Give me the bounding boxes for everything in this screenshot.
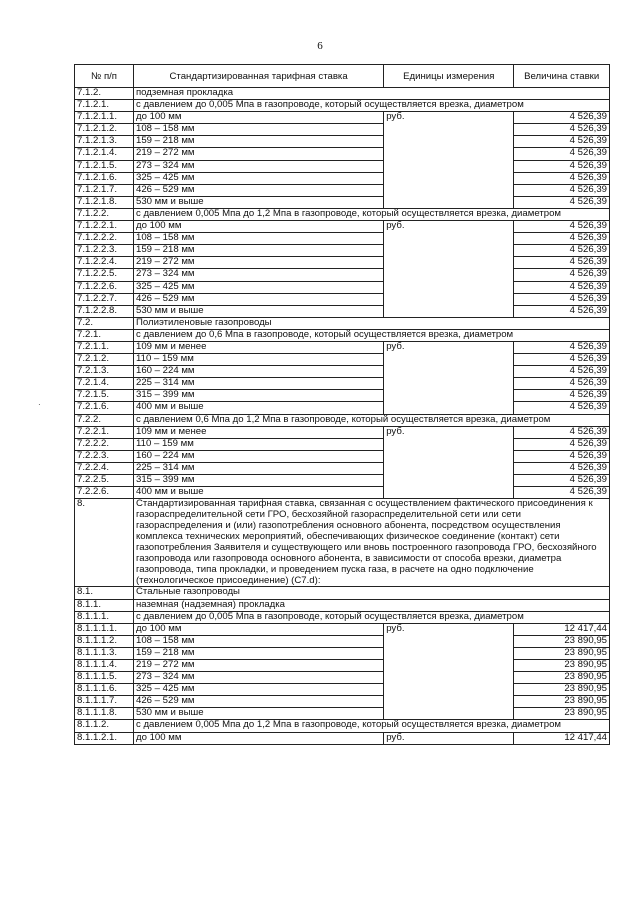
row-description: 426 – 529 мм xyxy=(133,293,383,305)
row-value: 4 526,39 xyxy=(514,281,610,293)
table-row xyxy=(75,475,610,487)
table-row xyxy=(75,136,610,148)
table-row xyxy=(75,635,610,647)
row-value: 4 526,39 xyxy=(514,341,610,353)
row-number: 7.1.2.1.5. xyxy=(75,160,134,172)
row-description: 225 – 314 мм xyxy=(133,378,383,390)
row-description: 273 – 324 мм xyxy=(133,269,383,281)
row-number: 7.1.2.1.7. xyxy=(75,184,134,196)
row-number: 8.1.1.1.3. xyxy=(75,647,134,659)
row-value: 23 890,95 xyxy=(514,696,610,708)
row-description: 109 мм и менее xyxy=(133,341,383,353)
row-description: 273 – 324 мм xyxy=(133,160,383,172)
row-description: 325 – 425 мм xyxy=(133,172,383,184)
row-value: 23 890,95 xyxy=(514,660,610,672)
row-description: 160 – 224 мм xyxy=(133,366,383,378)
tariff-table xyxy=(74,64,610,745)
row-description: 315 – 399 мм xyxy=(133,390,383,402)
row-description: 530 мм и выше xyxy=(133,708,383,720)
row-description: Полиэтиленовые газопроводы xyxy=(133,317,609,329)
row-description: 160 – 224 мм xyxy=(133,450,383,462)
table-row xyxy=(75,414,610,426)
row-value: 4 526,39 xyxy=(514,462,610,474)
row-unit: руб. xyxy=(384,426,514,499)
row-number: 8.1. xyxy=(75,587,134,599)
row-description: 315 – 399 мм xyxy=(133,475,383,487)
row-number: 7.1.2.2.8. xyxy=(75,305,134,317)
table-row xyxy=(75,611,610,623)
row-unit: руб. xyxy=(384,341,514,414)
row-description: 110 – 159 мм xyxy=(133,438,383,450)
row-value: 23 890,95 xyxy=(514,684,610,696)
table-row xyxy=(75,124,610,136)
row-value: 4 526,39 xyxy=(514,160,610,172)
table-row xyxy=(75,390,610,402)
table-row xyxy=(75,281,610,293)
row-value: 4 526,39 xyxy=(514,124,610,136)
row-description: 219 – 272 мм xyxy=(133,148,383,160)
table-row xyxy=(75,329,610,341)
table-row xyxy=(75,148,610,160)
row-number: 7.1.2.2.2. xyxy=(75,233,134,245)
row-number: 7.2.2.3. xyxy=(75,450,134,462)
table-row xyxy=(75,184,610,196)
row-number: 8. xyxy=(75,499,134,587)
row-number: 7.2.1.1. xyxy=(75,341,134,353)
row-number: 7.2.1. xyxy=(75,329,134,341)
row-description: до 100 мм xyxy=(133,732,383,744)
row-description: 159 – 218 мм xyxy=(133,647,383,659)
row-description: 110 – 159 мм xyxy=(133,354,383,366)
table-row xyxy=(75,487,610,499)
row-description: с давлением 0,6 Мпа до 1,2 Мпа в газопроводе, который осуществляется врезка, диаметром xyxy=(133,414,609,426)
row-description: 426 – 529 мм xyxy=(133,696,383,708)
table-row xyxy=(75,233,610,245)
row-value: 4 526,39 xyxy=(514,366,610,378)
row-description: до 100 мм xyxy=(133,221,383,233)
row-number: 7.1.2. xyxy=(75,88,134,100)
row-description: 159 – 218 мм xyxy=(133,245,383,257)
header-value: Величина ставки xyxy=(514,65,610,88)
table-row xyxy=(75,684,610,696)
table-row xyxy=(75,341,610,353)
row-number: 8.1.1.1.4. xyxy=(75,660,134,672)
row-description: 108 – 158 мм xyxy=(133,233,383,245)
table-row xyxy=(75,305,610,317)
row-description: 109 мм и менее xyxy=(133,426,383,438)
row-description: 325 – 425 мм xyxy=(133,684,383,696)
row-description: 219 – 272 мм xyxy=(133,257,383,269)
row-value: 4 526,39 xyxy=(514,305,610,317)
row-number: 8.1.1.2.1. xyxy=(75,732,134,744)
table-row xyxy=(75,112,610,124)
row-value: 23 890,95 xyxy=(514,647,610,659)
table-row xyxy=(75,623,610,635)
row-value: 4 526,39 xyxy=(514,136,610,148)
table-row xyxy=(75,708,610,720)
row-number: 8.1.1.1.7. xyxy=(75,696,134,708)
table-row xyxy=(75,647,610,659)
row-description: 400 мм и выше xyxy=(133,487,383,499)
row-number: 7.1.2.1.6. xyxy=(75,172,134,184)
row-description: Стандартизированная тарифная ставка, связанная с осуществлением фактического присоединения к газораспределительной сети ГРО, бесхозяйной газораспределительной сети или сети газораспределения и (или) газопотребления основного абонента, посредством осуществления комплекса технических мероприятий, обеспечивающих физическое соединение (контакт) сети газопотребления Заявителя и существующего или вновь построенного газопровода ГРО, бесхозяйного газопровода или газопровода основного абонента, в зависимости от способа врезки, диаметра газопровода, типа прокладки, и проведением пуска газа, в расчете на одно подключение (технологическое присоединение) (С7.d): xyxy=(133,499,609,587)
row-number: 8.1.1.1.1. xyxy=(75,623,134,635)
header-number: № п/п xyxy=(75,65,134,88)
row-number: 8.1.1.1.5. xyxy=(75,672,134,684)
row-description: 426 – 529 мм xyxy=(133,184,383,196)
table-row xyxy=(75,499,610,587)
row-value: 4 526,39 xyxy=(514,257,610,269)
row-description: наземная (надземная) прокладка xyxy=(133,599,609,611)
row-value: 4 526,39 xyxy=(514,148,610,160)
table-row xyxy=(75,587,610,599)
row-number: 7.2.1.4. xyxy=(75,378,134,390)
row-value: 4 526,39 xyxy=(514,402,610,414)
row-number: 7.2.2.2. xyxy=(75,438,134,450)
table-row xyxy=(75,172,610,184)
row-value: 4 526,39 xyxy=(514,112,610,124)
row-value: 4 526,39 xyxy=(514,354,610,366)
table-row xyxy=(75,462,610,474)
row-number: 7.1.2.2.7. xyxy=(75,293,134,305)
row-unit: руб. xyxy=(384,221,514,318)
row-number: 8.1.1. xyxy=(75,599,134,611)
table-row xyxy=(75,720,610,732)
row-description: с давлением до 0,6 Мпа в газопроводе, который осуществляется врезка, диаметром xyxy=(133,329,609,341)
table-row xyxy=(75,732,610,744)
table-row xyxy=(75,402,610,414)
row-number: 7.2.1.5. xyxy=(75,390,134,402)
header-rate: Стандартизированная тарифная ставка xyxy=(133,65,383,88)
row-description: 273 – 324 мм xyxy=(133,672,383,684)
row-description: с давлением 0,005 Мпа до 1,2 Мпа в газопроводе, который осуществляется врезка, диаметром xyxy=(133,208,609,220)
row-number: 7.2.1.2. xyxy=(75,354,134,366)
row-value: 4 526,39 xyxy=(514,233,610,245)
row-number: 7.1.2.2.1. xyxy=(75,221,134,233)
row-number: 7.1.2.1.3. xyxy=(75,136,134,148)
row-number: 7.2.2.1. xyxy=(75,426,134,438)
row-number: 8.1.1.1.6. xyxy=(75,684,134,696)
row-unit: руб. xyxy=(384,623,514,720)
row-description: 108 – 158 мм xyxy=(133,124,383,136)
table-row xyxy=(75,354,610,366)
row-value: 4 526,39 xyxy=(514,293,610,305)
table-row xyxy=(75,269,610,281)
table-row xyxy=(75,293,610,305)
row-description: 225 – 314 мм xyxy=(133,462,383,474)
table-body xyxy=(75,88,610,745)
row-description: 530 мм и выше xyxy=(133,196,383,208)
table-row xyxy=(75,438,610,450)
row-number: 7.1.2.2.4. xyxy=(75,257,134,269)
row-description: 325 – 425 мм xyxy=(133,281,383,293)
row-value: 4 526,39 xyxy=(514,221,610,233)
row-value: 23 890,95 xyxy=(514,672,610,684)
row-number: 7.1.2.2. xyxy=(75,208,134,220)
row-unit: руб. xyxy=(384,112,514,209)
row-value: 4 526,39 xyxy=(514,196,610,208)
table-row xyxy=(75,366,610,378)
table-row xyxy=(75,426,610,438)
row-description: Стальные газопроводы xyxy=(133,587,609,599)
table-row xyxy=(75,196,610,208)
row-value: 12 417,44 xyxy=(514,732,610,744)
row-number: 8.1.1.1.2. xyxy=(75,635,134,647)
row-value: 4 526,39 xyxy=(514,378,610,390)
row-number: 7.1.2.2.6. xyxy=(75,281,134,293)
row-description: до 100 мм xyxy=(133,112,383,124)
row-description: 400 мм и выше xyxy=(133,402,383,414)
row-number: 7.2.1.6. xyxy=(75,402,134,414)
row-value: 12 417,44 xyxy=(514,623,610,635)
table-row xyxy=(75,100,610,112)
row-value: 4 526,39 xyxy=(514,450,610,462)
row-description: до 100 мм xyxy=(133,623,383,635)
row-number: 8.1.1.1. xyxy=(75,611,134,623)
row-number: 7.1.2.1.8. xyxy=(75,196,134,208)
row-description: 108 – 158 мм xyxy=(133,635,383,647)
table-row xyxy=(75,317,610,329)
row-value: 4 526,39 xyxy=(514,245,610,257)
table-row xyxy=(75,599,610,611)
row-value: 4 526,39 xyxy=(514,426,610,438)
table-row xyxy=(75,672,610,684)
row-number: 7.1.2.1. xyxy=(75,100,134,112)
row-description: 530 мм и выше xyxy=(133,305,383,317)
row-number: 7.2.2. xyxy=(75,414,134,426)
row-value: 4 526,39 xyxy=(514,172,610,184)
row-number: 7.2. xyxy=(75,317,134,329)
row-value: 4 526,39 xyxy=(514,269,610,281)
row-number: 7.1.2.1.2. xyxy=(75,124,134,136)
table-row xyxy=(75,696,610,708)
table-row xyxy=(75,450,610,462)
row-number: 7.1.2.2.5. xyxy=(75,269,134,281)
row-number: 7.2.2.6. xyxy=(75,487,134,499)
row-description: с давлением до 0,005 Мпа в газопроводе, который осуществляется врезка, диаметром xyxy=(133,611,609,623)
row-value: 23 890,95 xyxy=(514,708,610,720)
header-unit: Единицы измерения xyxy=(384,65,514,88)
row-value: 23 890,95 xyxy=(514,635,610,647)
table-row xyxy=(75,257,610,269)
row-description: 219 – 272 мм xyxy=(133,660,383,672)
row-description: подземная прокладка xyxy=(133,88,609,100)
table-row xyxy=(75,660,610,672)
row-value: 4 526,39 xyxy=(514,184,610,196)
table-row xyxy=(75,208,610,220)
row-number: 8.1.1.2. xyxy=(75,720,134,732)
row-number: 7.2.1.3. xyxy=(75,366,134,378)
row-unit: руб. xyxy=(384,732,514,744)
row-number: 7.1.2.1.1. xyxy=(75,112,134,124)
row-number: 7.1.2.2.3. xyxy=(75,245,134,257)
table-row xyxy=(75,221,610,233)
row-number: 7.2.2.4. xyxy=(75,462,134,474)
row-description: с давлением до 0,005 Мпа в газопроводе, который осуществляется врезка, диаметром xyxy=(133,100,609,112)
table-row xyxy=(75,378,610,390)
row-value: 4 526,39 xyxy=(514,390,610,402)
table-row xyxy=(75,245,610,257)
table-row xyxy=(75,88,610,100)
margin-dot: · xyxy=(38,400,41,409)
page-number: 6 xyxy=(317,40,323,52)
row-value: 4 526,39 xyxy=(514,438,610,450)
table-header-row xyxy=(75,65,610,88)
row-number: 7.1.2.1.4. xyxy=(75,148,134,160)
row-description: с давлением 0,005 Мпа до 1,2 Мпа в газопроводе, который осуществляется врезка, диаметром xyxy=(133,720,609,732)
row-description: 159 – 218 мм xyxy=(133,136,383,148)
row-value: 4 526,39 xyxy=(514,487,610,499)
row-number: 8.1.1.1.8. xyxy=(75,708,134,720)
row-value: 4 526,39 xyxy=(514,475,610,487)
row-number: 7.2.2.5. xyxy=(75,475,134,487)
table-row xyxy=(75,160,610,172)
